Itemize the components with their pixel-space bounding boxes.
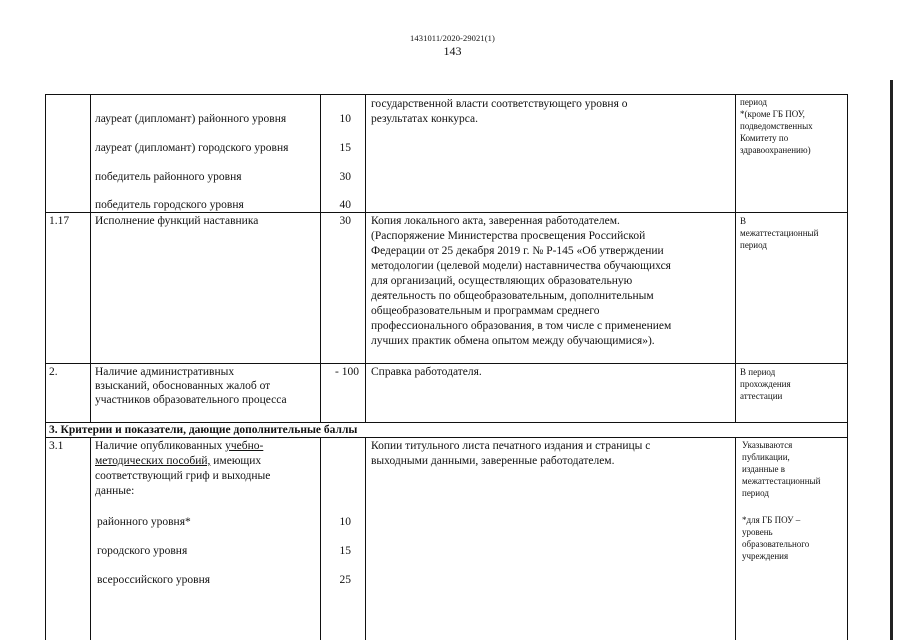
document-text: Федерации от 25 декабря 2019 г. № Р-145 «Об утверждении [371, 245, 664, 257]
scan-edge-line [890, 80, 893, 640]
criterion-text: методических пособий, имеющих [95, 455, 262, 467]
column-divider [735, 94, 736, 423]
document-text: результатах конкурса. [371, 113, 479, 125]
points-value: 10 [339, 113, 351, 125]
row-number: 2. [49, 366, 58, 378]
criterion-item: победитель районного уровня [95, 171, 242, 183]
column-divider [365, 437, 366, 640]
criterion-text: Исполнение функций наставника [95, 215, 259, 227]
points-value: 15 [339, 545, 351, 557]
period-text: межаттестационный [742, 476, 821, 486]
column-divider [365, 94, 366, 423]
document-text: профессионального образования, в том числе с применением [371, 320, 672, 332]
document-text: (Распоряжение Министерства просвещения Российской [371, 230, 646, 242]
criterion-item: городского уровня [97, 545, 188, 557]
period-text: *(кроме ГБ ПОУ, [740, 109, 805, 119]
period-text: прохождения [740, 379, 791, 389]
row-number: 1.17 [49, 215, 70, 227]
period-text: учреждения [742, 551, 789, 561]
period-text: подведомственных [740, 121, 813, 131]
document-text: выходными данными, заверенные работодателем. [371, 455, 615, 467]
period-text: публикации, [742, 452, 790, 462]
criterion-text: Наличие административных [95, 366, 235, 378]
criterion-text: данные: [95, 485, 135, 497]
row-number: 3.1 [49, 440, 64, 452]
criterion-item: победитель городского уровня [95, 199, 244, 211]
document-text: Копия локального акта, заверенная работодателем. [371, 215, 620, 227]
document-text: Справка работодателя. [371, 366, 482, 378]
period-text: В [740, 216, 747, 226]
points-value: 40 [339, 199, 351, 211]
criterion-text: соответствующий гриф и выходные [95, 470, 271, 482]
column-divider [90, 94, 91, 423]
table-border-top [45, 94, 848, 95]
points-value: 10 [339, 516, 351, 528]
document-text: лучших практик обмена опытом между обучающимися»). [371, 335, 655, 347]
document-text: деятельность по общеобразовательным, дополнительным [371, 290, 654, 302]
criteria-table [45, 94, 848, 640]
period-text: межаттестационный [740, 228, 819, 238]
criterion-text: Наличие опубликованных учебно- [95, 440, 264, 452]
period-text: период [740, 97, 767, 107]
points-value: 25 [339, 574, 351, 586]
document-text: общеобразовательным и программам среднего [371, 305, 600, 317]
period-text: изданные в [742, 464, 785, 474]
document-text: методологии (целевой модели) наставничества обучающихся [371, 260, 671, 272]
period-text: В период [740, 367, 776, 377]
document-text: государственной власти соответствующего уровня о [371, 98, 628, 110]
column-divider [320, 437, 321, 640]
document-text: для организаций, осуществляющих образовательную [371, 275, 633, 287]
period-text: *для ГБ ПОУ – [742, 515, 801, 525]
period-text: уровень [742, 527, 773, 537]
points-value: 15 [339, 142, 351, 154]
document-code: 1431011/2020-29021(1) [410, 33, 495, 43]
points-value: 30 [339, 171, 351, 183]
period-text: здравоохранению) [740, 145, 811, 155]
section-heading: 3. Критерии и показатели, дающие дополнительные баллы [49, 424, 358, 436]
document-text: Копии титульного листа печатного издания и страницы с [371, 440, 651, 452]
row-divider [45, 363, 848, 364]
period-text: Указываются [742, 440, 793, 450]
criterion-text: участников образовательного процесса [95, 394, 287, 406]
points-value: - 100 [335, 366, 359, 378]
period-text: период [740, 240, 767, 250]
column-divider [735, 437, 736, 640]
column-divider [90, 437, 91, 640]
period-text: образовательного [742, 539, 810, 549]
period-text: Комитету по [740, 133, 789, 143]
points-value: 30 [339, 215, 351, 227]
table-border-left [45, 94, 46, 640]
page-number: 143 [443, 44, 462, 58]
criterion-item: районного уровня* [97, 516, 191, 528]
period-text: период [742, 488, 769, 498]
criterion-item: лауреат (дипломант) городского уровня [95, 142, 289, 154]
criterion-text: взысканий, обоснованных жалоб от [95, 380, 271, 392]
criterion-item: всероссийского уровня [97, 574, 211, 586]
table-border-right [847, 94, 848, 640]
period-text: аттестации [740, 391, 783, 401]
criterion-item: лауреат (дипломант) районного уровня [95, 113, 287, 125]
